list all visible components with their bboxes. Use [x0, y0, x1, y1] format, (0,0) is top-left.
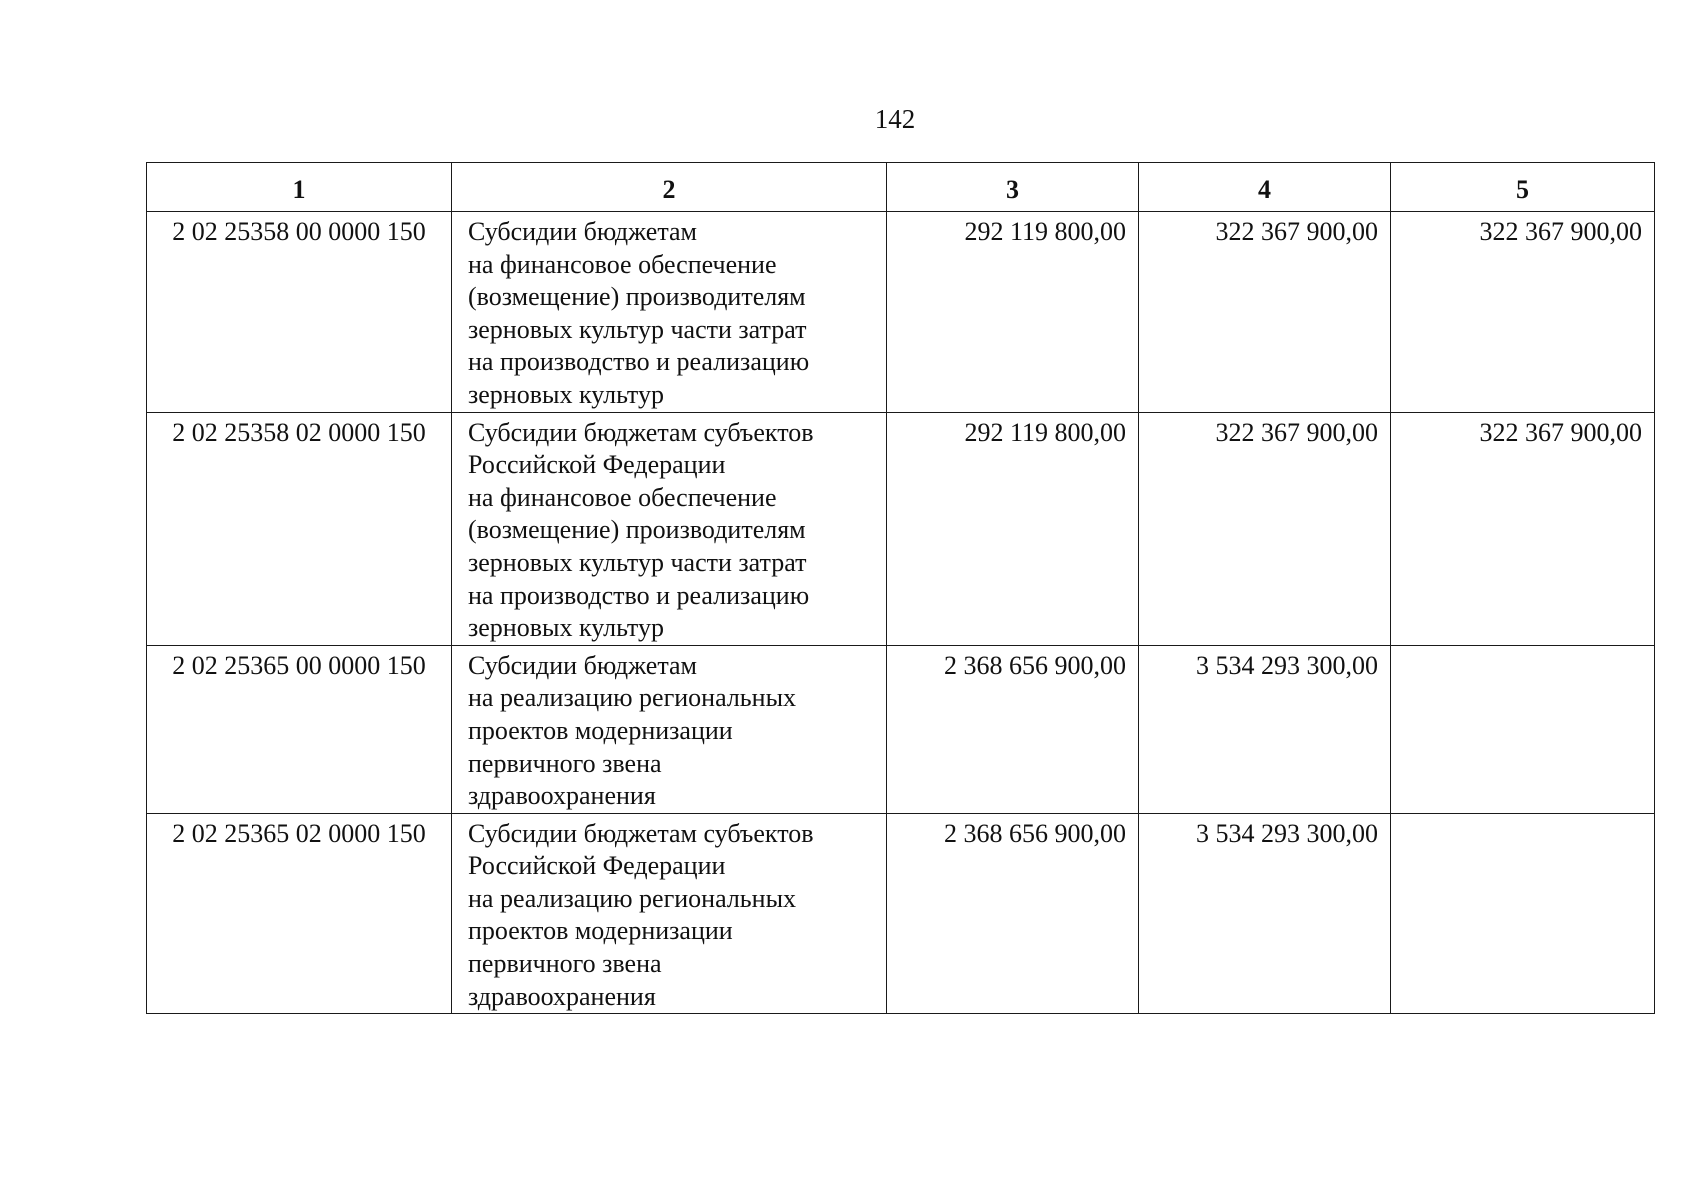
amount-col-5: 322 367 900,00: [1391, 412, 1655, 645]
description-line: на финансовое обеспечение: [468, 249, 777, 279]
header-col-5: 5: [1391, 163, 1655, 212]
amount-col-5: 322 367 900,00: [1391, 212, 1655, 413]
budget-code: 2 02 25365 02 0000 150: [147, 813, 452, 1014]
amount-col-3: 292 119 800,00: [887, 212, 1139, 413]
header-col-4: 4: [1139, 163, 1391, 212]
description-cell: [452, 412, 887, 645]
amount-col-4: 322 367 900,00: [1139, 412, 1391, 645]
header-col-1: 1: [147, 163, 452, 212]
description-line: первичного звена: [468, 949, 662, 979]
description-line: на производство и реализацию: [468, 580, 810, 610]
description-line: первичного звена: [468, 748, 662, 778]
description-line: на реализацию региональных: [468, 683, 797, 713]
description-line: здравоохранения: [468, 981, 656, 1011]
description-cell: [452, 645, 887, 813]
budget-code: 2 02 25365 00 0000 150: [147, 645, 452, 813]
description-line: (возмещение) производителям: [468, 515, 806, 545]
page-number: 142: [874, 104, 916, 134]
budget-code: 2 02 25358 00 0000 150: [147, 212, 452, 413]
description-line: Субсидии бюджетам: [468, 217, 697, 246]
header-row: [147, 163, 1655, 212]
budget-table: [146, 162, 1655, 1014]
header-col-3: 3: [887, 163, 1139, 212]
header-col-2: 2: [452, 163, 887, 212]
description-line: (возмещение) производителям: [468, 282, 806, 312]
description-line: зерновых культур части затрат: [468, 314, 807, 344]
description-line: зерновых культур части затрат: [468, 547, 807, 577]
description-line: Российской Федерации: [468, 450, 726, 480]
amount-col-4: 322 367 900,00: [1139, 212, 1391, 413]
amount-col-4: 3 534 293 300,00: [1139, 813, 1391, 1014]
table-row: [147, 412, 1655, 645]
description-line: проектов модернизации: [468, 916, 733, 946]
description-line: Субсидии бюджетам субъектов: [468, 818, 814, 848]
description-line: проектов модернизации: [468, 715, 733, 745]
amount-col-3: 292 119 800,00: [887, 412, 1139, 645]
description-cell: [452, 212, 887, 413]
description-line: на финансовое обеспечение: [468, 482, 777, 512]
description-line: на производство и реализацию: [468, 347, 810, 377]
table-row: [147, 212, 1655, 413]
description-line: зерновых культур: [468, 379, 664, 409]
description-line: Субсидии бюджетам субъектов: [468, 417, 814, 447]
amount-col-3: 2 368 656 900,00: [887, 645, 1139, 813]
description-line: на реализацию региональных: [468, 883, 797, 913]
table-row: [147, 813, 1655, 1014]
amount-col-4: 3 534 293 300,00: [1139, 645, 1391, 813]
amount-col-5: [1391, 645, 1655, 813]
table-row: [147, 645, 1655, 813]
amount-col-5: [1391, 813, 1655, 1014]
description-line: зерновых культур: [468, 613, 664, 643]
budget-code: 2 02 25358 02 0000 150: [147, 412, 452, 645]
description-line: Субсидии бюджетам: [468, 650, 697, 680]
description-line: Российской Федерации: [468, 851, 726, 881]
amount-col-3: 2 368 656 900,00: [887, 813, 1139, 1014]
description-line: здравоохранения: [468, 781, 656, 811]
description-cell: [452, 813, 887, 1014]
